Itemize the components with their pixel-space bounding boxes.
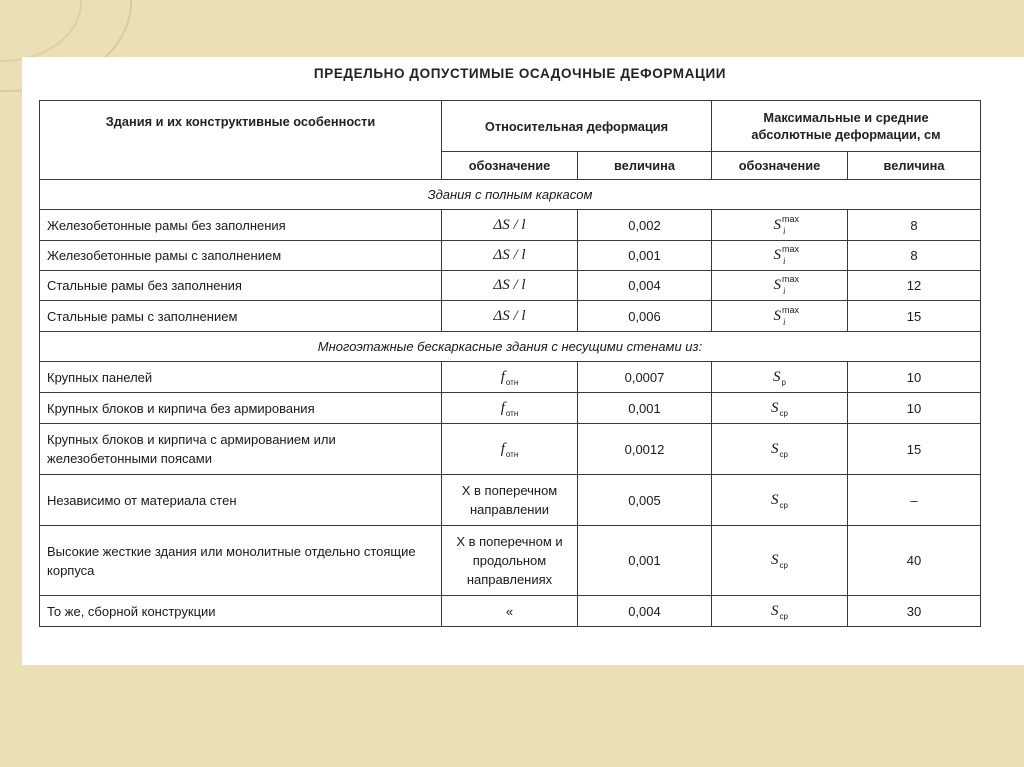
header-relative: Относительная деформация [442,101,712,152]
absolute-designation [712,301,848,332]
abs-symbol: S [771,491,779,508]
absolute-value: 10 [848,362,981,393]
abs-symbol: S [773,307,781,324]
absolute-value: 15 [848,301,981,332]
relative-value: 0,004 [578,271,712,301]
section-row [40,180,981,210]
relative-value: 0,005 [578,475,712,526]
building-name: Независимо от материала стен [40,475,442,526]
table-row [40,210,981,241]
building-name: Крупных панелей [40,362,442,393]
rel-symbol: X в поперечном и продольном направлениях [456,534,563,587]
absolute-designation [712,362,848,393]
absolute-designation [712,526,848,596]
rel-subscript: отн [505,408,519,418]
abs-subscript: ср [779,561,788,570]
abs-superscript: max [781,213,799,224]
rel-symbol: X в поперечном направлении [461,483,558,517]
absolute-designation [712,393,848,424]
rel-symbol: ΔS / l [493,307,526,324]
abs-subscript: р [781,377,786,387]
relative-designation [442,475,578,526]
rel-subscript: отн [505,377,519,387]
relative-value: 0,001 [578,241,712,271]
rel-subscript: отн [505,449,519,459]
abs-subscript: i [783,256,786,266]
absolute-designation [712,475,848,526]
building-name: Стальные рамы с заполнением [40,301,442,332]
rel-symbol: ΔS / l [493,216,526,233]
absolute-value: 15 [848,424,981,475]
abs-subscript: ср [779,500,788,510]
section-title: Здания с полным каркасом [40,180,981,210]
relative-designation [442,526,578,596]
relative-value: 0,002 [578,210,712,241]
abs-symbol: S [773,277,781,293]
header-rel-value: величина [578,152,712,180]
relative-designation [442,241,578,271]
abs-symbol: S [773,247,781,263]
relative-designation [442,271,578,301]
header-abs-value: величина [848,152,981,180]
header-abs-designation: обозначение [712,152,848,180]
abs-subscript: ср [779,611,788,621]
absolute-value: 10 [848,393,981,424]
building-name: Железобетонные рамы без заполнения [40,210,442,241]
relative-value: 0,001 [578,393,712,424]
relative-designation [442,362,578,393]
relative-designation [442,210,578,241]
table-row [40,301,981,332]
header-rel-designation: обозначение [442,152,578,180]
absolute-designation [712,596,848,627]
relative-designation [442,596,578,627]
header-buildings: Здания и их конструктивные особенности [40,101,442,180]
absolute-designation [712,241,848,271]
building-name: Железобетонные рамы с заполнением [40,241,442,271]
abs-symbol: S [771,440,779,457]
absolute-value: 8 [848,241,981,271]
table-row [40,271,981,301]
abs-subscript: i [783,225,786,236]
abs-subscript: i [783,286,786,296]
abs-symbol: S [773,368,781,385]
table-row [40,526,981,596]
relative-value: 0,0007 [578,362,712,393]
section-title: Многоэтажные бескаркасные здания с несущими стенами из: [40,332,981,362]
abs-superscript: max [781,244,799,254]
relative-value: 0,004 [578,596,712,627]
relative-value: 0,0012 [578,424,712,475]
relative-designation [442,424,578,475]
building-name: Крупных блоков и кирпича без армирования [40,393,442,424]
rel-symbol: f [500,368,505,385]
rel-symbol: ΔS / l [493,247,526,263]
building-name: То же, сборной конструкции [40,596,442,627]
relative-value: 0,001 [578,526,712,596]
header-row [40,101,981,152]
abs-symbol: S [773,216,781,233]
relative-value: 0,006 [578,301,712,332]
abs-symbol: S [771,552,779,568]
absolute-value: – [848,475,981,526]
rel-symbol: « [505,603,514,619]
abs-symbol: S [771,399,779,416]
table-row [40,362,981,393]
absolute-value: 12 [848,271,981,301]
relative-designation [442,301,578,332]
rel-symbol: ΔS / l [493,277,526,293]
building-name: Крупных блоков и кирпича с армированием или железобетонными поясами [40,424,442,475]
deformation-table [39,100,981,627]
abs-subscript: i [783,316,786,327]
rel-symbol: f [500,399,505,416]
absolute-designation [712,271,848,301]
relative-designation [442,393,578,424]
table-row [40,475,981,526]
abs-symbol: S [771,602,779,619]
header-absolute: Максимальные и средние абсолютные деформации, см [712,101,981,152]
building-name: Высокие жесткие здания или монолитные отдельно стоящие корпуса [40,526,442,596]
slide [22,57,1024,665]
absolute-value: 8 [848,210,981,241]
table-row [40,424,981,475]
abs-superscript: max [781,274,799,284]
table-row [40,393,981,424]
absolute-designation [712,424,848,475]
rel-symbol: f [500,440,505,457]
building-name: Стальные рамы без заполнения [40,271,442,301]
abs-subscript: ср [779,449,788,459]
table-row [40,596,981,627]
section-row [40,332,981,362]
absolute-value: 30 [848,596,981,627]
abs-superscript: max [781,304,799,315]
page-title: ПРЕДЕЛЬНО ДОПУСТИМЫЕ ОСАДОЧНЫЕ ДЕФОРМАЦИИ [313,66,727,81]
absolute-value: 40 [848,526,981,596]
abs-subscript: ср [779,408,788,418]
absolute-designation [712,210,848,241]
table-row [40,241,981,271]
